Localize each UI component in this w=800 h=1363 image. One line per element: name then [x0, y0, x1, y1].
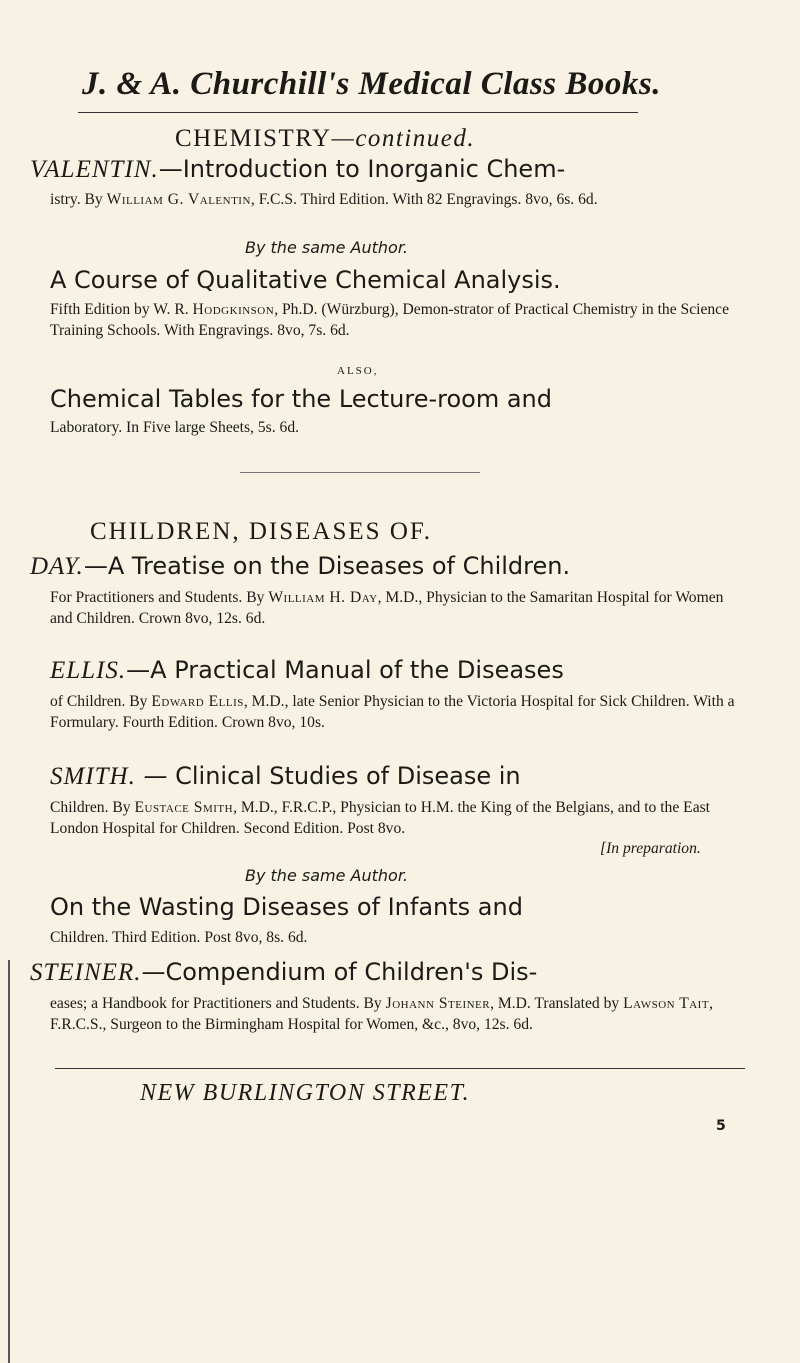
entry-body-chemical-tables: Laboratory. In Five large Sheets, 5s. 6d. — [50, 419, 300, 436]
entry-title-steiner: STEINER.—Compendium of Children's Dis- — [30, 958, 538, 986]
entry-body-wasting-diseases: Children. Third Edition. Post 8vo, 8s. 6d. — [50, 929, 308, 946]
entry-body-valentin: istry. By William G. Valentin, F.C.S. Third Edition. With 82 Engravings. 8vo, 6s. 6d. — [50, 191, 598, 208]
entry-title-day: DAY.—A Treatise on the Diseases of Children. — [30, 552, 571, 580]
also-label: ALSO, — [337, 365, 379, 377]
entry-body-day: For Practitioners and Students. By William H. Day, M.D., Physician to the Samaritan Hospital for Women and Children. Crown 8vo, 12s. 6d. — [50, 589, 724, 627]
entry-title-valentin: VALENTIN.—Introduction to Inorganic Chem- — [30, 155, 566, 183]
binding-edge-line — [8, 960, 10, 1363]
footer-rule — [55, 1068, 745, 1069]
footer-street: NEW BURLINGTON STREET. — [140, 1080, 471, 1106]
entry-body-steiner: eases; a Handbook for Practitioners and Students. By Johann Steiner, M.D. Translated by Lawson Tait, F.R.C.S., Surgeon to the Birmingham Hospital for Women, &c., 8vo, 12s. 6d. — [50, 995, 713, 1033]
entry-title-smith: SMITH. — Clinical Studies of Disease in — [50, 762, 521, 790]
running-head: J. & A. Churchill's Medical Class Books. — [82, 66, 661, 102]
page-number: 5 — [716, 1118, 726, 1134]
by-same-author-1: By the same Author. — [245, 238, 409, 257]
entry-body-smith: Children. By Eustace Smith, M.D., F.R.C.P., Physician to H.M. the King of the Belgians, and to the East London Hospital for Children. Second Edition. Post 8vo. — [50, 799, 711, 837]
entry-title-wasting-diseases: On the Wasting Diseases of Infants and — [50, 893, 523, 921]
section-divider-rule — [240, 472, 480, 473]
in-preparation-note: [In preparation. — [600, 840, 701, 857]
entry-body-qualitative-analysis: Fifth Edition by W. R. Hodgkinson, Ph.D. (Würzburg), Demon-strator of Practical Chemistry in the Science Training Schools. With Engravings. 8vo, 7s. 6d. — [50, 301, 730, 339]
by-same-author-2: By the same Author. — [245, 866, 409, 885]
header-rule — [78, 112, 638, 113]
entry-title-qualitative-analysis: A Course of Qualitative Chemical Analysis. — [50, 266, 561, 294]
entry-body-ellis: of Children. By Edward Ellis, M.D., late Senior Physician to the Victoria Hospital for Sick Children. With a Formulary. Fourth Edition. Crown 8vo, 10s. — [50, 693, 735, 731]
entry-title-ellis: ELLIS.—A Practical Manual of the Diseases — [50, 656, 564, 684]
entry-title-chemical-tables: Chemical Tables for the Lecture-room and — [50, 385, 552, 413]
section-heading-chemistry: CHEMISTRY—continued. — [175, 125, 476, 152]
section-heading-children: CHILDREN, DISEASES OF. — [90, 518, 433, 545]
